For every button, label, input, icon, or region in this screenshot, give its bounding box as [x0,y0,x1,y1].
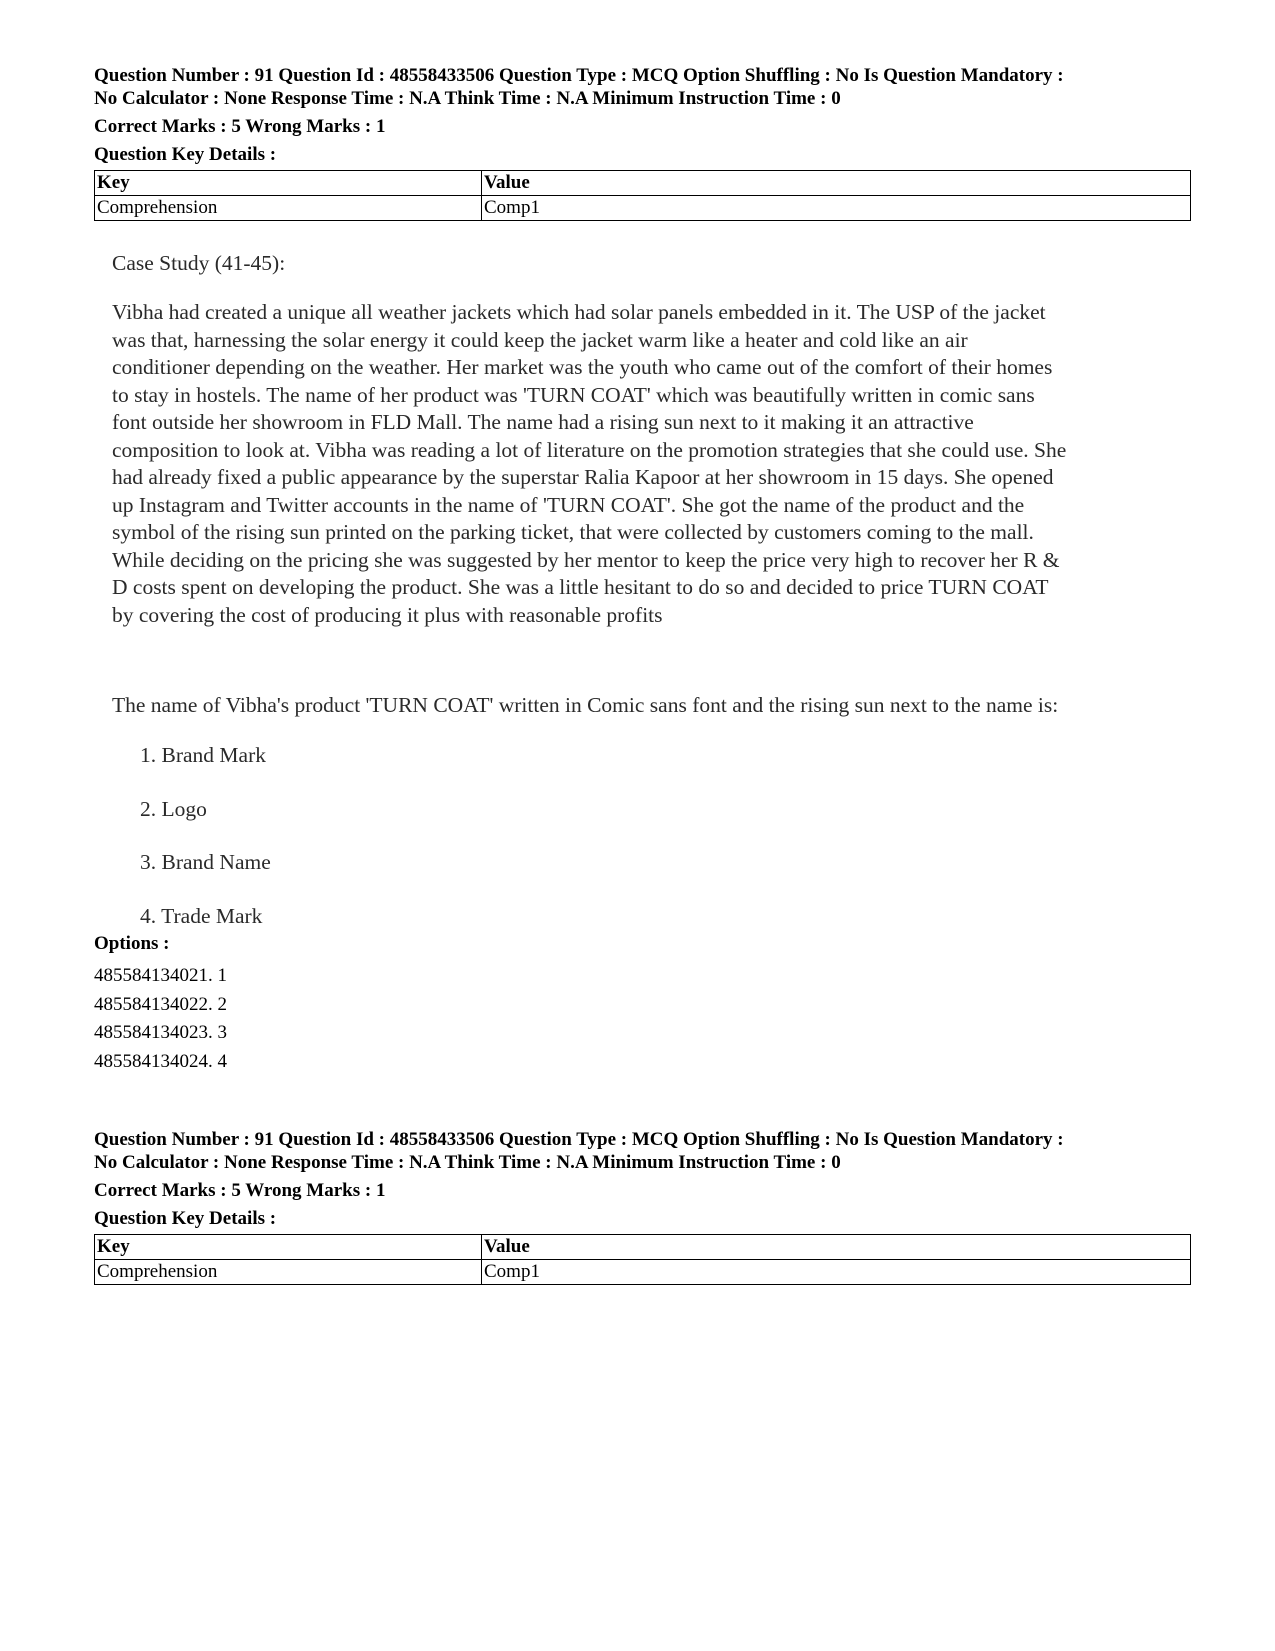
question-choice: 1. Brand Mark [140,743,266,767]
value-cell: Comp1 [482,196,1191,221]
value-cell: Comp1 [482,1260,1191,1285]
question-meta-line-2: No Calculator : None Response Time : N.A Think Time : N.A Minimum Instruction Time : 0 [94,88,841,109]
value-column-header: Value [482,171,1191,196]
key-column-header: Key [95,1235,482,1260]
value-column-header: Value [482,1235,1191,1260]
key-table-header-row [95,1235,1191,1260]
case-study-line: up Instagram and Twitter accounts in the name of 'TURN COAT'. She got the name of the product and the [112,492,1025,517]
table-row [95,1260,1191,1285]
case-study-line: had already fixed a public appearance by the superstar Ralia Kapoor at her showroom in 15 days. She opened [112,465,1054,489]
question-marks: Correct Marks : 5 Wrong Marks : 1 [94,1180,386,1201]
case-study-line: to stay in hostels. The name of her product was 'TURN COAT' which was beautifully written in comic sans [112,382,1035,407]
question-meta-line-1: Question Number : 91 Question Id : 48558433506 Question Type : MCQ Option Shuffling : No Is Question Mandatory : [94,1129,1064,1150]
case-study-title: Case Study (41-45): [112,251,286,275]
case-study-line: conditioner depending on the weather. Her market was the youth who came out of the comfort of their homes [112,355,1053,379]
question-meta-line-1: Question Number : 91 Question Id : 48558433506 Question Type : MCQ Option Shuffling : No Is Question Mandatory : [94,65,1064,86]
question-header [94,64,1194,221]
next-question-header [94,1128,1194,1285]
question-choice: 4. Trade Mark [140,903,263,928]
case-study-line: by covering the cost of producing it plus with reasonable profits [112,602,663,627]
question-text: The name of Vibha's product 'TURN COAT' written in Comic sans font and the rising sun next to the name is: [112,693,1059,717]
key-cell: Comprehension [95,1260,482,1285]
question-key-details-label: Question Key Details : [94,144,277,165]
key-table-header-row [95,171,1191,196]
question-choices [140,740,271,954]
key-column-header: Key [95,171,482,196]
case-study-line: While deciding on the pricing she was suggested by her mentor to keep the price very high to recover her R & [112,547,1060,572]
case-study-line: symbol of the rising sun printed on the parking ticket, that were collected by customers coming to the mall. [112,520,1034,544]
case-study-line: composition to look at. Vibha was reading a lot of literature on the promotion strategies that she could use. She [112,437,1067,462]
key-cell: Comprehension [95,196,482,221]
option-item: 485584134023. 3 [94,1022,227,1043]
question-marks: Correct Marks : 5 Wrong Marks : 1 [94,116,386,137]
question-meta-line-2: No Calculator : None Response Time : N.A Think Time : N.A Minimum Instruction Time : 0 [94,1152,841,1173]
question-choice: 2. Logo [140,796,207,821]
question-key-table [94,1234,1191,1285]
question-key-details-label: Question Key Details : [94,1208,277,1229]
table-row [95,196,1191,221]
question-key-table [94,170,1191,221]
case-study-line: Vibha had created a unique all weather jackets which had solar panels embedded in it. The USP of the jacket [112,300,1046,324]
options-section [94,932,1194,1076]
question-choice: 3. Brand Name [140,850,271,874]
case-study-image [112,248,1197,928]
case-study-paragraph [112,299,1197,629]
case-study-line: font outside her showroom in FLD Mall. The name had a rising sun next to it making it an attractive [112,410,974,434]
case-study-line: was that, harnessing the solar energy it could keep the jacket warm like a heater and cold like an air [112,327,968,352]
option-item: 485584134021. 1 [94,965,227,986]
option-item: 485584134022. 2 [94,993,227,1015]
option-item: 485584134024. 4 [94,1050,227,1072]
case-study-line: D costs spent on developing the product. She was a little hesitant to do so and decided to price TURN COAT [112,575,1049,599]
options-label: Options : [94,933,170,954]
